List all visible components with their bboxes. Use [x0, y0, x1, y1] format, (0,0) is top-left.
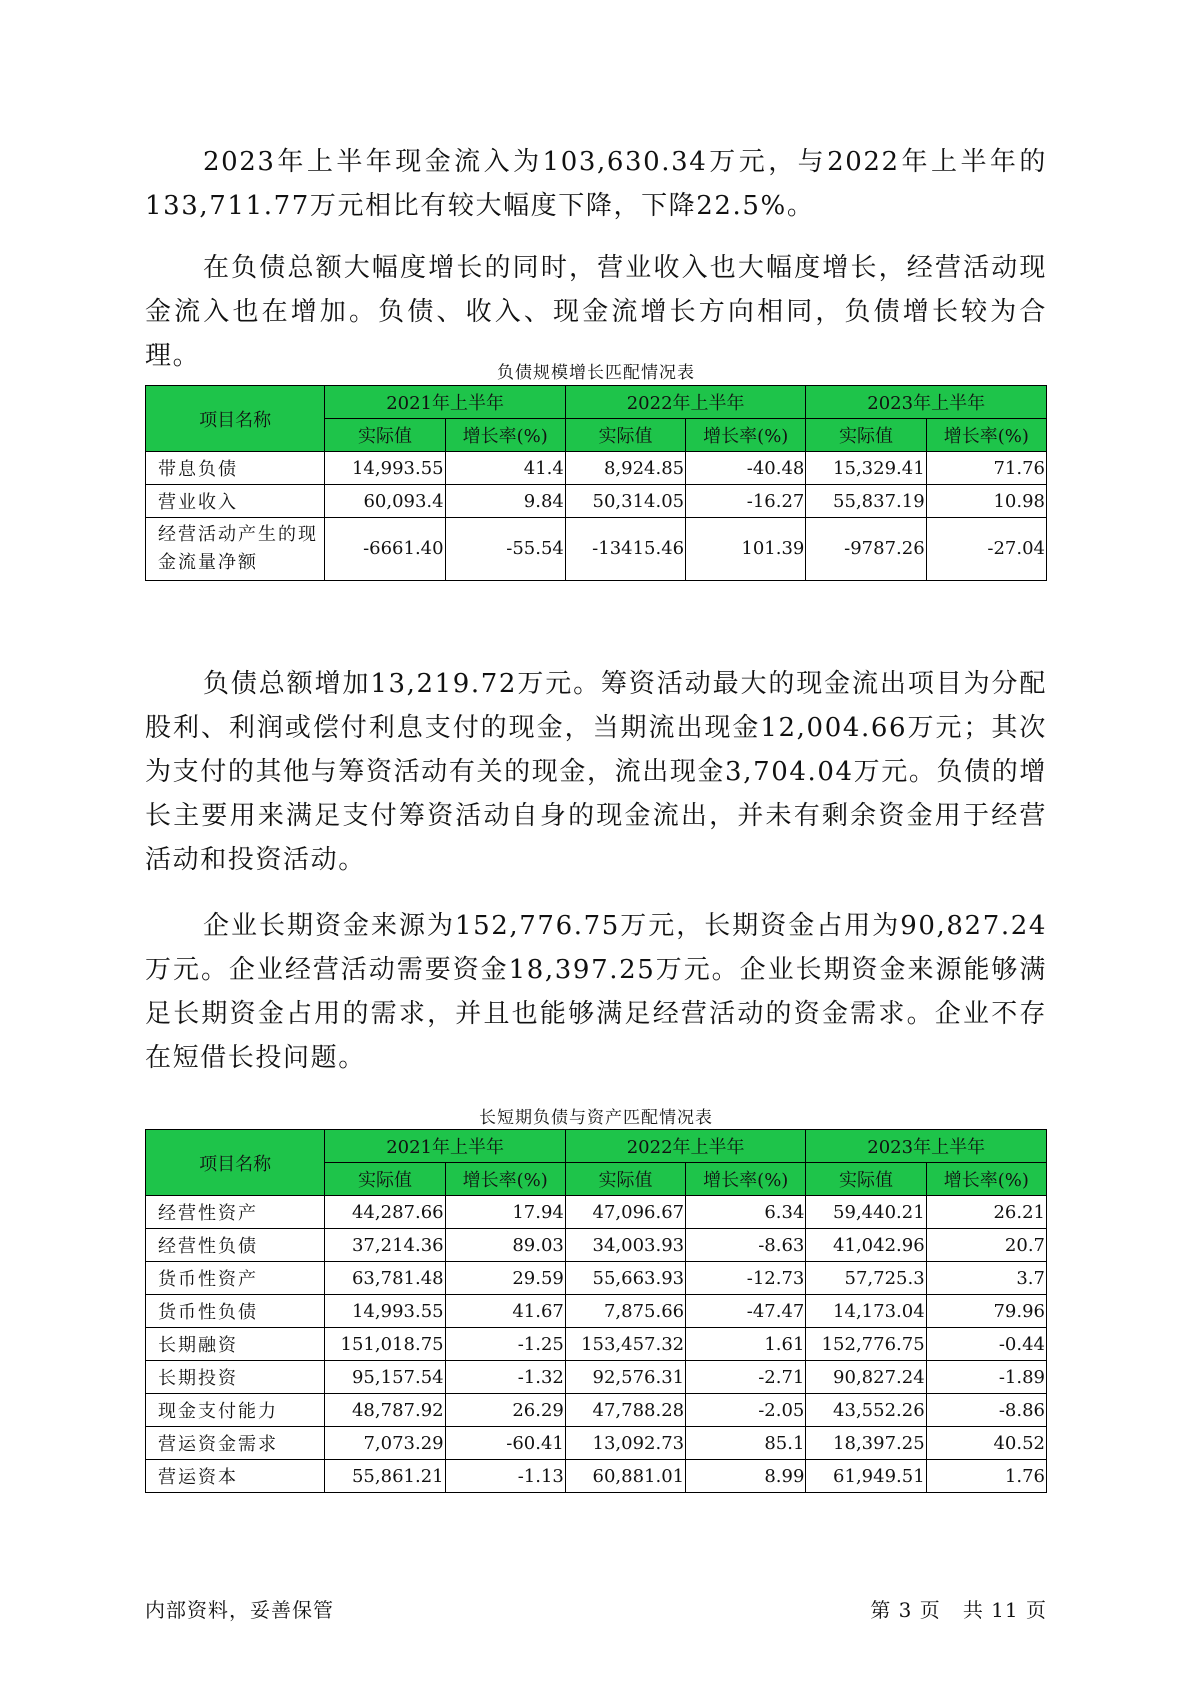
- cell-value: 55,837.19: [806, 485, 926, 518]
- cell-value: 40.52: [926, 1427, 1046, 1460]
- cell-value: -27.04: [926, 518, 1046, 581]
- cell-value: 44,287.66: [325, 1196, 445, 1229]
- header-actual: 实际值: [806, 419, 926, 452]
- footer-page-number: 第 3 页 共 11 页: [870, 1598, 1047, 1622]
- cell-value: 8,924.85: [565, 452, 685, 485]
- cell-value: 55,861.21: [325, 1460, 445, 1493]
- header-actual: 实际值: [806, 1163, 926, 1196]
- cell-value: 48,787.92: [325, 1394, 445, 1427]
- cell-value: -0.44: [926, 1328, 1046, 1361]
- header-actual: 实际值: [565, 419, 685, 452]
- cell-value: -8.63: [686, 1229, 806, 1262]
- footer-confidential: 内部资料，妥善保管: [145, 1598, 334, 1622]
- header-period-2023: 2023年上半年: [806, 386, 1047, 419]
- cell-value: 71.76: [926, 452, 1046, 485]
- header-growth: 增长率(%): [926, 419, 1046, 452]
- header-growth: 增长率(%): [926, 1163, 1046, 1196]
- cell-value: 7,875.66: [565, 1295, 685, 1328]
- cell-value: 89.03: [445, 1229, 565, 1262]
- cell-value: 85.1: [686, 1427, 806, 1460]
- cell-value: 79.96: [926, 1295, 1046, 1328]
- row-name: 经营活动产生的现金流量净额: [146, 518, 325, 581]
- cell-value: -8.86: [926, 1394, 1046, 1427]
- cell-value: 8.99: [686, 1460, 806, 1493]
- table-row: [146, 1460, 1047, 1493]
- table-row: [146, 518, 1047, 581]
- header-actual: 实际值: [325, 419, 445, 452]
- debt-scale-table: [145, 385, 1047, 581]
- cell-value: 14,993.55: [325, 452, 445, 485]
- cell-value: 13,092.73: [565, 1427, 685, 1460]
- cell-value: 57,725.3: [806, 1262, 926, 1295]
- cell-value: -1.13: [445, 1460, 565, 1493]
- row-name: 经营性负债: [146, 1229, 325, 1262]
- header-growth: 增长率(%): [686, 1163, 806, 1196]
- cell-value: 63,781.48: [325, 1262, 445, 1295]
- cell-value: -13415.46: [565, 518, 685, 581]
- cell-value: 92,576.31: [565, 1361, 685, 1394]
- cell-value: -1.25: [445, 1328, 565, 1361]
- row-name: 营运资本: [146, 1460, 325, 1493]
- header-period-2023: 2023年上半年: [806, 1130, 1047, 1163]
- cell-value: 61,949.51: [806, 1460, 926, 1493]
- paragraph-cash-inflow: 2023年上半年现金流入为103,630.34万元，与2022年上半年的133,711.77万元相比有较大幅度下降，下降22.5%。: [145, 147, 1047, 221]
- row-name: 货币性资产: [146, 1262, 325, 1295]
- cell-value: 43,552.26: [806, 1394, 926, 1427]
- cell-value: 55,663.93: [565, 1262, 685, 1295]
- table-row: [146, 1394, 1047, 1427]
- cell-value: 7,073.29: [325, 1427, 445, 1460]
- table-row: [146, 1196, 1047, 1229]
- paragraph-debt-growth: 在负债总额大幅度增长的同时，营业收入也大幅度增长，经营活动现金流入也在增加。负债、收入、现金流增长方向相同，负债增长较为合理。: [145, 253, 1047, 371]
- cell-value: 101.39: [686, 518, 806, 581]
- table-row: [146, 1295, 1047, 1328]
- cell-value: 37,214.36: [325, 1229, 445, 1262]
- cell-value: 1.76: [926, 1460, 1046, 1493]
- table2-caption: 长短期负债与资产匹配情况表: [479, 1108, 713, 1128]
- cell-value: -2.05: [686, 1394, 806, 1427]
- header-growth: 增长率(%): [686, 419, 806, 452]
- table1-caption: 负债规模增长匹配情况表: [497, 363, 695, 383]
- cell-value: 60,093.4: [325, 485, 445, 518]
- cell-value: 10.98: [926, 485, 1046, 518]
- paragraph-long-term-funds: 企业长期资金来源为152,776.75万元，长期资金占用为90,827.24万元。企业经营活动需要资金18,397.25万元。企业长期资金来源能够满足长期资金占用的需求，并且也能够满足经营活动的资金需求。企业不存在短借长投问题。: [145, 911, 1047, 1073]
- row-name: 货币性负债: [146, 1295, 325, 1328]
- table-row: [146, 1262, 1047, 1295]
- cell-value: -55.54: [445, 518, 565, 581]
- cell-value: 14,173.04: [806, 1295, 926, 1328]
- header-period-2022: 2022年上半年: [565, 1130, 806, 1163]
- row-name: 经营性资产: [146, 1196, 325, 1229]
- cell-value: -12.73: [686, 1262, 806, 1295]
- cell-value: 90,827.24: [806, 1361, 926, 1394]
- row-name: 营运资金需求: [146, 1427, 325, 1460]
- cell-value: 41.67: [445, 1295, 565, 1328]
- header-period-2021: 2021年上半年: [325, 386, 566, 419]
- cell-value: 153,457.32: [565, 1328, 685, 1361]
- cell-value: 60,881.01: [565, 1460, 685, 1493]
- long-short-matching-table: [145, 1129, 1047, 1493]
- header-period-2022: 2022年上半年: [565, 386, 806, 419]
- cell-value: 47,096.67: [565, 1196, 685, 1229]
- cell-value: 6.34: [686, 1196, 806, 1229]
- cell-value: 26.29: [445, 1394, 565, 1427]
- header-actual: 实际值: [325, 1163, 445, 1196]
- cell-value: 29.59: [445, 1262, 565, 1295]
- row-name: 带息负债: [146, 452, 325, 485]
- header-growth: 增长率(%): [445, 1163, 565, 1196]
- cell-value: 41,042.96: [806, 1229, 926, 1262]
- cell-value: 1.61: [686, 1328, 806, 1361]
- header-item-name: 项目名称: [146, 386, 325, 452]
- cell-value: 50,314.05: [565, 485, 685, 518]
- table-row: [146, 1229, 1047, 1262]
- paragraph-debt-increase: 负债总额增加13,219.72万元。筹资活动最大的现金流出项目为分配股利、利润或偿付利息支付的现金，当期流出现金12,004.66万元；其次为支付的其他与筹资活动有关的现金，流出现金3,704.04万元。负债的增长主要用来满足支付筹资活动自身的现金流出，并未有剩余资金用于经营活动和投资活动。: [145, 669, 1047, 875]
- cell-value: 20.7: [926, 1229, 1046, 1262]
- cell-value: 47,788.28: [565, 1394, 685, 1427]
- cell-value: 41.4: [445, 452, 565, 485]
- cell-value: 26.21: [926, 1196, 1046, 1229]
- cell-value: -9787.26: [806, 518, 926, 581]
- cell-value: 3.7: [926, 1262, 1046, 1295]
- header-growth: 增长率(%): [445, 419, 565, 452]
- cell-value: -1.89: [926, 1361, 1046, 1394]
- table-row: [146, 1427, 1047, 1460]
- cell-value: 9.84: [445, 485, 565, 518]
- cell-value: -60.41: [445, 1427, 565, 1460]
- row-name: 长期融资: [146, 1328, 325, 1361]
- cell-value: 59,440.21: [806, 1196, 926, 1229]
- row-name: 长期投资: [146, 1361, 325, 1394]
- table-row: [146, 485, 1047, 518]
- cell-value: -16.27: [686, 485, 806, 518]
- cell-value: 18,397.25: [806, 1427, 926, 1460]
- table-row: [146, 1328, 1047, 1361]
- cell-value: 34,003.93: [565, 1229, 685, 1262]
- header-item-name: 项目名称: [146, 1130, 325, 1196]
- row-name: 营业收入: [146, 485, 325, 518]
- table-row: [146, 452, 1047, 485]
- table-row: [146, 1361, 1047, 1394]
- cell-value: -6661.40: [325, 518, 445, 581]
- cell-value: 15,329.41: [806, 452, 926, 485]
- cell-value: -1.32: [445, 1361, 565, 1394]
- cell-value: -40.48: [686, 452, 806, 485]
- cell-value: 14,993.55: [325, 1295, 445, 1328]
- header-period-2021: 2021年上半年: [325, 1130, 566, 1163]
- row-name: 现金支付能力: [146, 1394, 325, 1427]
- cell-value: 17.94: [445, 1196, 565, 1229]
- header-actual: 实际值: [565, 1163, 685, 1196]
- cell-value: 152,776.75: [806, 1328, 926, 1361]
- cell-value: 95,157.54: [325, 1361, 445, 1394]
- cell-value: 151,018.75: [325, 1328, 445, 1361]
- cell-value: -47.47: [686, 1295, 806, 1328]
- cell-value: -2.71: [686, 1361, 806, 1394]
